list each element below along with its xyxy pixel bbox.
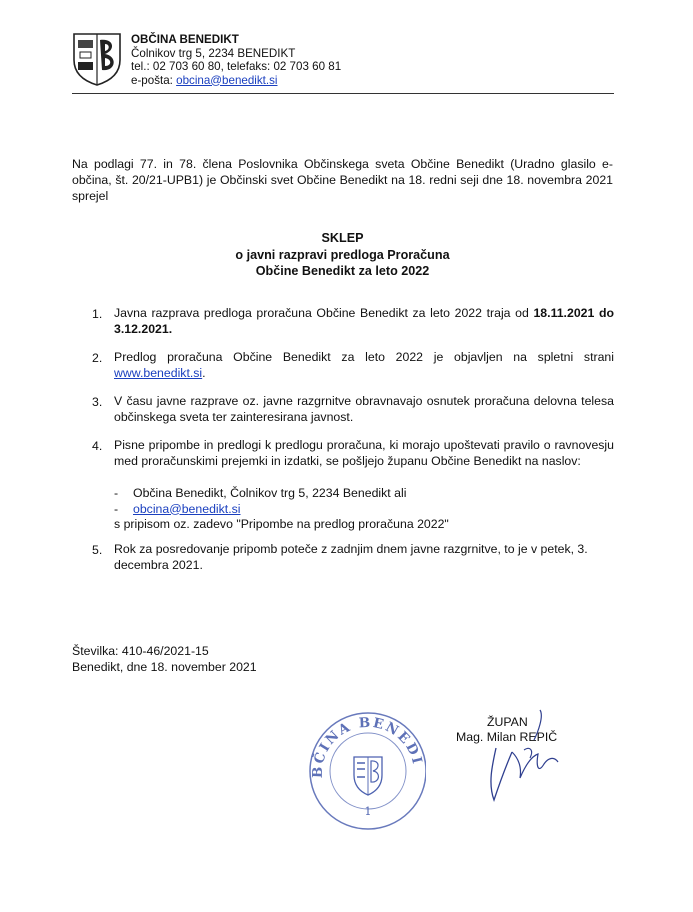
stamp-text: BČINA BENEDI bbox=[309, 714, 426, 779]
item-4-text: Pisne pripombe in predlogi k predlogu proračuna, ki morajo upoštevati pravilo o ravnovesju med proračunskimi prejemki in izdatki, se pošljejo županu Občine Benedikt na naslov: bbox=[114, 438, 614, 468]
item-number: 2. bbox=[92, 351, 103, 365]
title-subject: o javni razpravi predloga Proračuna bbox=[235, 247, 450, 262]
org-phones: tel.: 02 703 60 80, telefaks: 02 703 60 81 bbox=[131, 60, 342, 73]
bullet-dash: - bbox=[114, 486, 119, 500]
signatory-name: Mag. Milan REPIČ bbox=[456, 730, 558, 744]
item-number: 5. bbox=[92, 543, 103, 557]
item-5-text: Rok za posredovanje pripomb poteče z zadnjim dnem javne razgrnitve, to je v petek, 3. decembra 2021. bbox=[114, 542, 588, 572]
item-number: 4. bbox=[92, 439, 103, 453]
item-4-email bbox=[133, 501, 241, 517]
item-1-body: Javna razprava predloga proračuna Občine Benedikt za leto 2022 traja od bbox=[114, 306, 529, 320]
org-name: OBČINA BENEDIKT bbox=[131, 33, 239, 46]
place-date: Benedikt, dne 18. november 2021 bbox=[72, 659, 257, 674]
item-2-body: Predlog proračuna Občine Benedikt za leto 2022 je objavljen na spletni strani bbox=[114, 350, 614, 364]
email-label: e-pošta: bbox=[131, 73, 177, 87]
intro-paragraph: Na podlagi 77. in 78. člena Poslovnika Občinskega sveta Občine Benedikt (Uradno glasilo e-občina, št. 20/21-UPB1) je Občinski svet Občine Benedikt na 18. redni seji dne 18. novembra 2021 sprejel bbox=[72, 157, 613, 203]
svg-text:OBČINA BENEDIKT bbox=[306, 709, 425, 778]
item-1-dates: 18.11.2021 do 3.12.2021. bbox=[114, 306, 614, 336]
website-link[interactable]: www.benedikt.si bbox=[114, 365, 203, 380]
stamp-number: 1 bbox=[364, 805, 372, 818]
title-block bbox=[72, 230, 613, 280]
title-sklep: SKLEP bbox=[321, 231, 364, 245]
municipality-email-link[interactable]: obcina@benedikt.si bbox=[133, 501, 241, 516]
org-email-line bbox=[131, 74, 278, 88]
org-address: Čolnikov trg 5, 2234 BENEDIKT bbox=[131, 46, 296, 60]
title-year: Občine Benedikt za leto 2022 bbox=[255, 264, 430, 278]
header-email-link[interactable]: obcina@benedikt.si bbox=[176, 73, 278, 87]
item-3-text: V času javne razprave oz. javne razgrnitve obravnavajo osnutek proračuna delovna telesa občinskega sveta ter zainteresirana javnost. bbox=[114, 394, 614, 424]
coat-of-arms-logo bbox=[72, 32, 122, 86]
signatory-role: ŽUPAN bbox=[487, 715, 528, 729]
item-4-closing: s pripisom oz. zadevo "Pripombe na predlog proračuna 2022" bbox=[114, 516, 449, 531]
item-number: 1. bbox=[92, 307, 103, 321]
header-divider bbox=[72, 93, 614, 94]
official-stamp bbox=[306, 709, 426, 834]
item-number: 3. bbox=[92, 395, 103, 409]
item-4-address: Občina Benedikt, Čolnikov trg 5, 2234 Benedikt ali bbox=[133, 486, 407, 500]
item-1-text bbox=[114, 306, 614, 337]
document-number: Številka: 410-46/2021-15 bbox=[72, 644, 209, 658]
item-2-period: . bbox=[202, 365, 206, 380]
handwritten-signature bbox=[478, 706, 568, 806]
item-2-text bbox=[114, 350, 614, 381]
bullet-dash: - bbox=[114, 501, 119, 516]
